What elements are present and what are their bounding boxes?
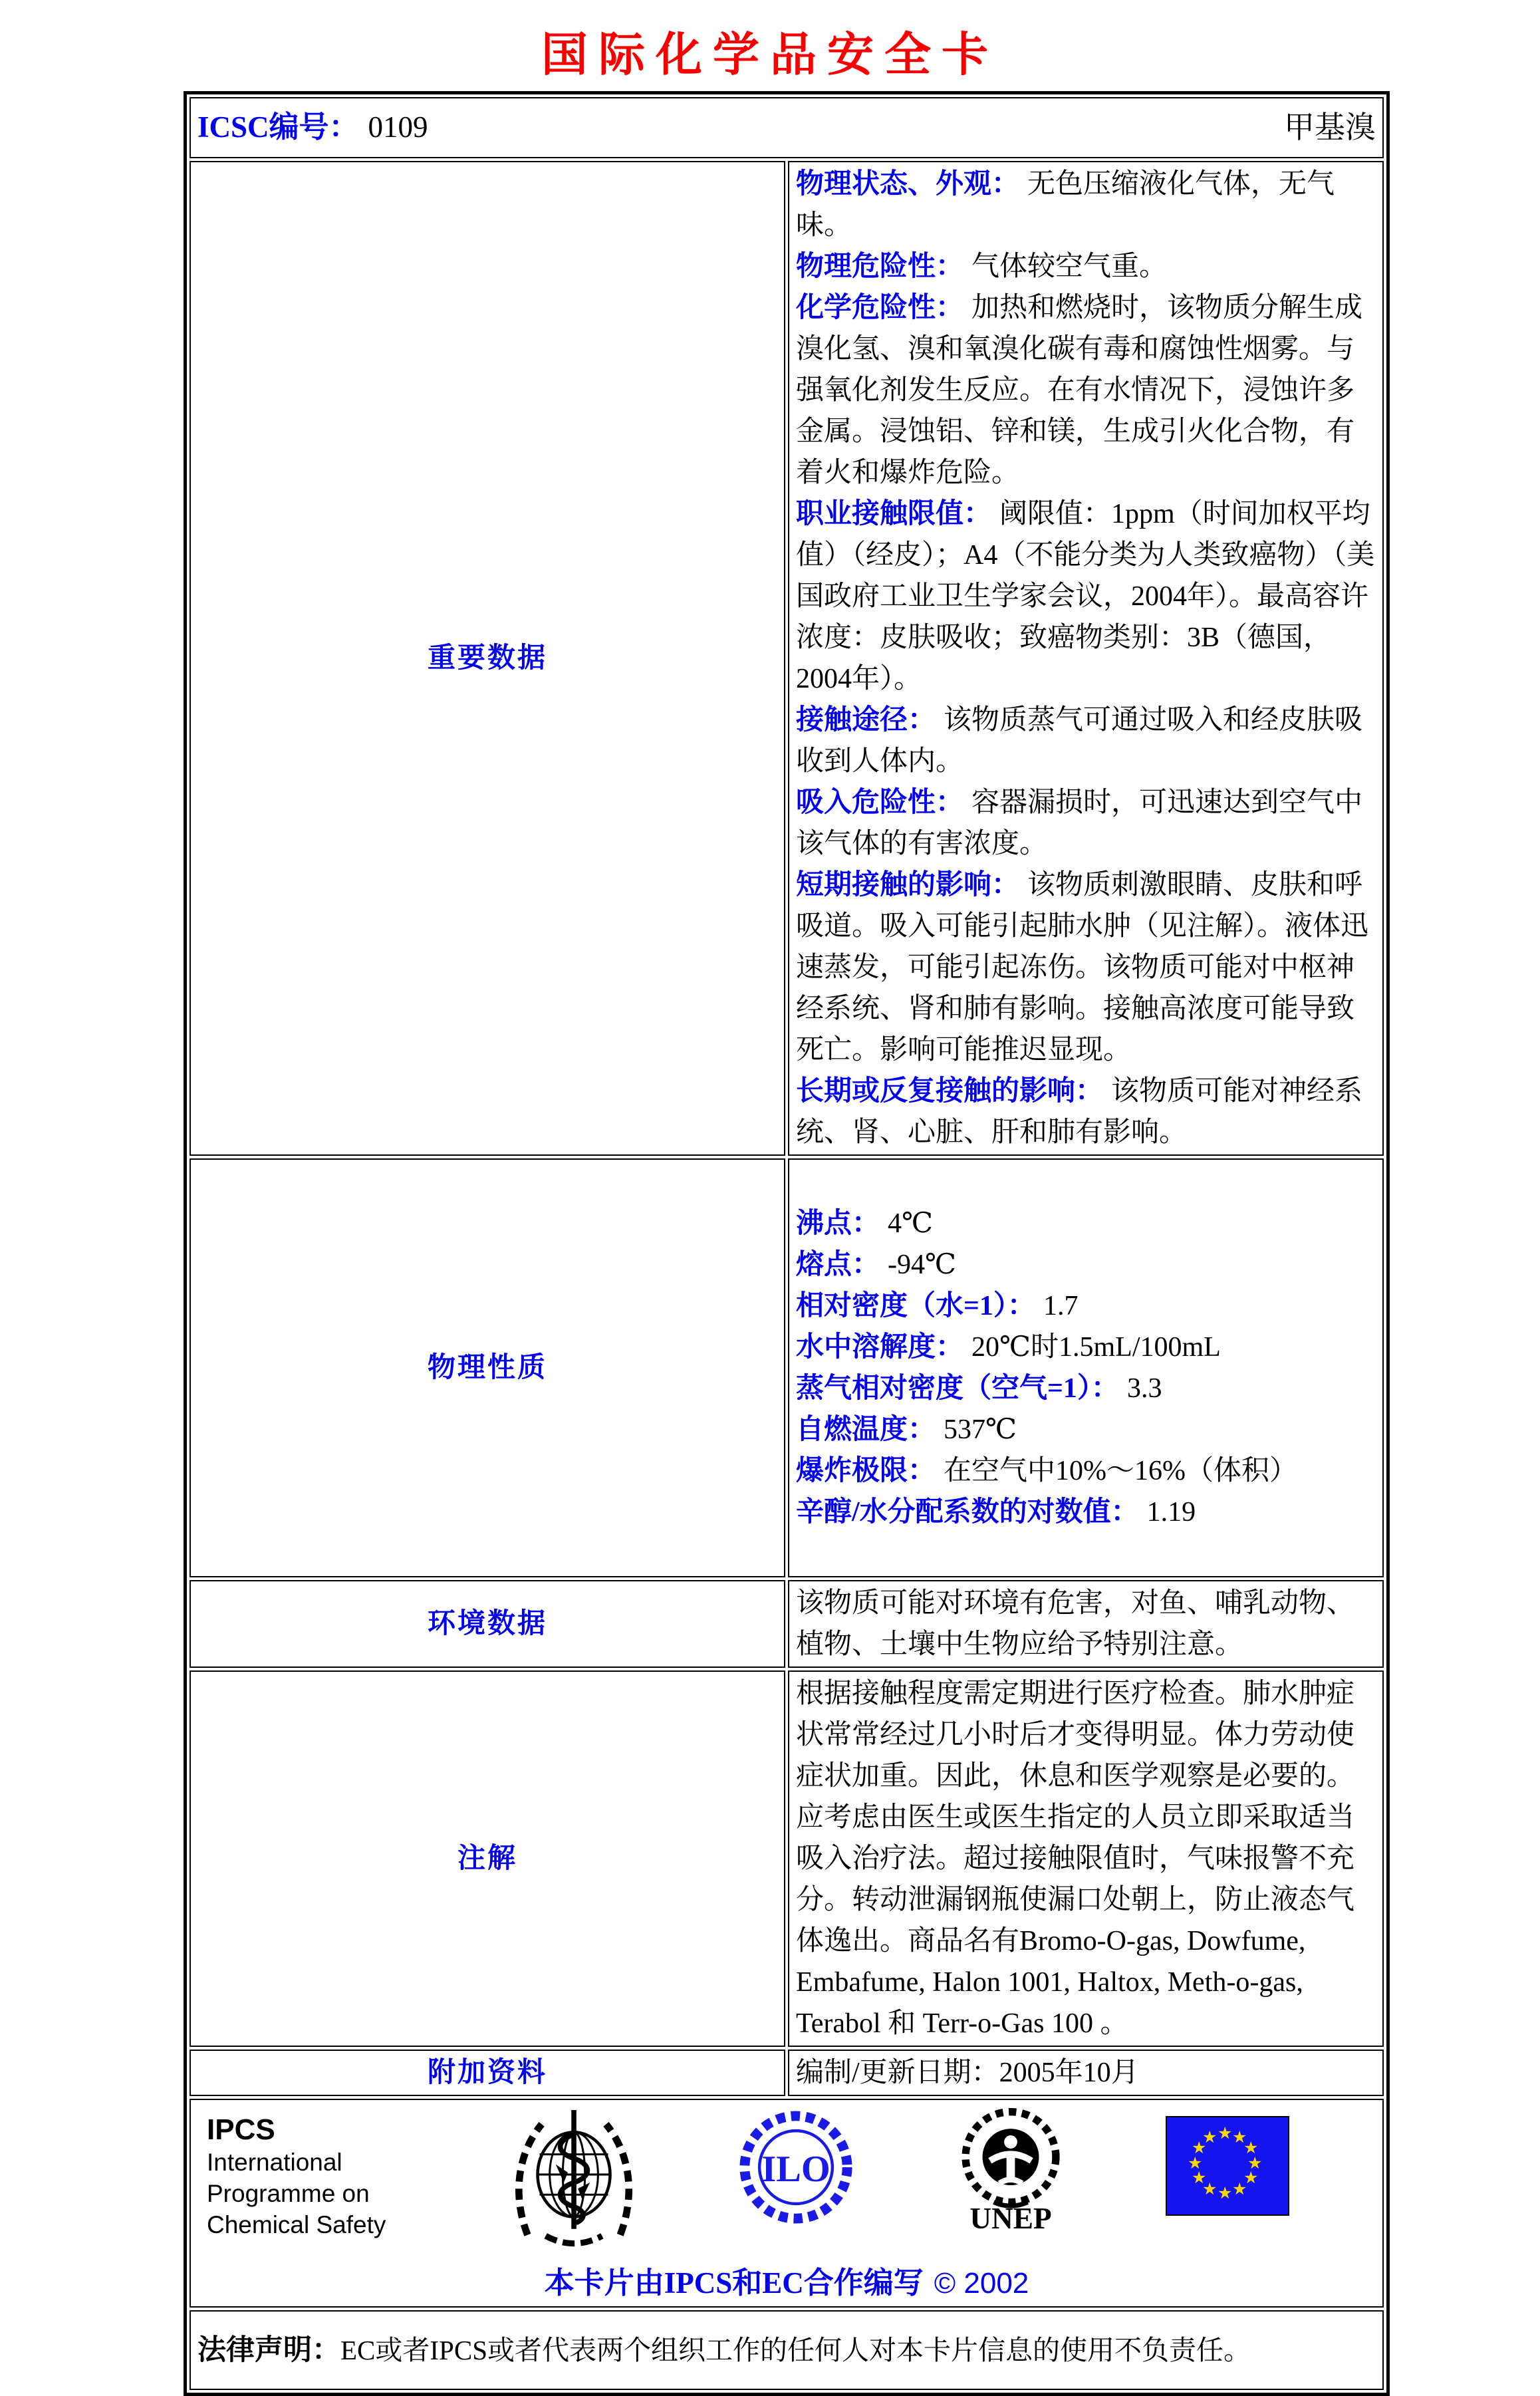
section-label-physical-properties: 物理性质 — [190, 1158, 785, 1577]
important-data-entry — [796, 1071, 1376, 1153]
important-data-entry — [796, 246, 1376, 287]
additional-info-content — [788, 2050, 1384, 2096]
notes-content — [788, 1670, 1384, 2047]
section-label-additional-info: 附加资料 — [190, 2050, 785, 2096]
important-data-entry — [796, 164, 1376, 246]
field-label: 职业接触限值： — [796, 499, 992, 529]
field-text: 无色压缩液化气体，无气味。 — [796, 169, 1335, 241]
eu-star-icon: ★ — [1192, 2168, 1207, 2187]
ipcs-line2: Programme on — [207, 2180, 370, 2207]
ilo-logo-icon — [737, 2108, 855, 2238]
property-value: 3.3 — [1126, 1373, 1162, 1404]
property-label: 蒸气相对密度（空气=1）： — [796, 1373, 1119, 1404]
credit-year: © 2002 — [934, 2267, 1029, 2300]
field-label: 化学危险性： — [796, 293, 964, 323]
eu-star-icon: ★ — [1218, 2123, 1233, 2143]
eu-star-icon: ★ — [1232, 2179, 1247, 2198]
ilo-logo-text: ILO — [761, 2148, 831, 2190]
property-label: 熔点： — [796, 1250, 880, 1280]
additional-info-text: 编制/更新日期：2005年10月 — [796, 2058, 1139, 2088]
legal-row — [190, 2310, 1384, 2390]
property-line — [796, 1244, 1376, 1285]
legal-cell — [190, 2310, 1384, 2390]
property-line — [796, 1203, 1376, 1244]
property-label: 相对密度（水=1）： — [796, 1291, 1035, 1321]
property-label: 爆炸极限： — [796, 1456, 936, 1486]
icsc-card-page — [0, 17, 1540, 2366]
eu-star-icon: ★ — [1247, 2153, 1263, 2173]
eu-star-icon: ★ — [1202, 2127, 1218, 2147]
property-value: 1.7 — [1043, 1291, 1079, 1321]
property-line — [796, 1409, 1376, 1450]
field-text: 加热和燃烧时，该物质分解生成溴化氢、溴和氧溴化碳有毒和腐蚀性烟雾。与强氧化剂发生反应。在有水情况下，浸蚀许多金属。浸蚀铝、锌和镁，生成引火化合物，有着火和爆炸危险。 — [796, 293, 1363, 488]
property-line — [796, 1327, 1376, 1368]
legal-label: 法律声明： — [197, 2334, 340, 2366]
important-data-entry — [796, 865, 1376, 1071]
additional-info-row — [190, 2050, 1384, 2096]
environmental-data-text: 该物质可能对环境有危害，对鱼、哺乳动物、植物、土壤中生物应给予特别注意。 — [796, 1588, 1355, 1660]
eu-star-icon: ★ — [1188, 2153, 1203, 2173]
property-label: 自燃温度： — [796, 1414, 936, 1445]
environmental-data-row — [190, 1580, 1384, 1668]
physical-properties-content — [788, 1158, 1384, 1577]
eu-star-icon: ★ — [1218, 2183, 1233, 2202]
physical-properties-row — [190, 1158, 1384, 1577]
header-row — [190, 97, 1384, 158]
property-label: 辛醇/水分配系数的对数值： — [796, 1497, 1139, 1528]
property-line — [796, 1285, 1376, 1327]
property-label: 水中溶解度： — [796, 1332, 964, 1363]
important-data-entry — [796, 287, 1376, 493]
credit-text: 本卡片由IPCS和EC合作编写 — [544, 2266, 924, 2300]
eu-star-icon: ★ — [1243, 2168, 1259, 2187]
eu-star-icon: ★ — [1202, 2179, 1218, 2198]
section-label-important-data: 重要数据 — [190, 161, 785, 1156]
notes-text: 根据接触程度需定期进行医疗检查。肺水肿症状常常经过几小时后才变得明显。体力劳动使症状加重。因此，休息和医学观察是必要的。应考虑由医生或医生指定的人员立即采取适当吸入治疗法。超过接触限值时，气味报警不充分。转动泄漏钢瓶使漏口处朝上，防止液态气体逸出。商品名有Bromo-O-gas, Dowfume, Embafume, Halon 1001, Haltox, Meth-o-gas, Terabol 和 Terr-o-Gas 100 。 — [796, 1678, 1355, 2039]
important-data-row — [190, 161, 1384, 1156]
substance-name: 甲基溴 — [1284, 110, 1376, 144]
unep-logo-text: UNEP — [969, 2202, 1052, 2236]
important-data-content — [788, 161, 1384, 1156]
field-label: 吸入危险性： — [796, 787, 964, 818]
field-label: 长期或反复接触的影响： — [796, 1076, 1104, 1107]
ipcs-line1: International — [207, 2149, 342, 2176]
eu-star-icon: ★ — [1232, 2127, 1247, 2147]
field-text: 阈限值：1ppm（时间加权平均值）（经皮）；A4（不能分类为人类致癌物）（美国政府工业卫生学家会议，2004年）。最高容许浓度：皮肤吸收；致癌物类别：3B（德国，2004年）。 — [796, 499, 1375, 694]
eu-flag-icon — [1166, 2116, 1289, 2216]
field-label: 接触途径： — [796, 705, 936, 735]
ipcs-line3: Chemical Safety — [207, 2211, 386, 2238]
legal-text: EC或者IPCS或者代表两个组织工作的任何人对本卡片信息的使用不负责任。 — [340, 2334, 1251, 2365]
field-text: 该物质可能对神经系统、肾、心脏、肝和肺有影响。 — [796, 1076, 1363, 1148]
header-cell — [190, 97, 1384, 158]
eu-star-icon: ★ — [1192, 2138, 1207, 2157]
field-text: 容器漏损时，可迅速达到空气中该气体的有害浓度。 — [796, 787, 1363, 859]
property-line — [796, 1492, 1376, 1533]
logos-row — [190, 2099, 1384, 2308]
field-label: 物理状态、外观： — [796, 169, 1020, 200]
section-label-environmental-data: 环境数据 — [190, 1580, 785, 1668]
property-value: -94℃ — [888, 1250, 956, 1280]
page-title: 国际化学品安全卡 — [541, 30, 999, 81]
property-line — [796, 1450, 1376, 1492]
field-label: 物理危险性： — [796, 251, 964, 282]
property-value: 20℃时1.5mL/100mL — [971, 1332, 1221, 1363]
important-data-entry — [796, 493, 1376, 700]
unep-logo-icon — [954, 2108, 1067, 2242]
logos-cell — [190, 2099, 1384, 2308]
notes-row — [190, 1670, 1384, 2047]
property-value: 4℃ — [888, 1208, 933, 1239]
ipcs-text-block — [207, 2108, 406, 2240]
icsc-number-label: ICSC编号： — [197, 110, 359, 144]
property-value: 在空气中10%～16%（体积） — [944, 1456, 1297, 1486]
field-text: 气体较空气重。 — [971, 251, 1168, 282]
field-text: 该物质蒸气可通过吸入和经皮肤吸收到人体内。 — [796, 705, 1363, 777]
field-text: 该物质刺激眼睛、皮肤和呼吸道。吸入可能引起肺水肿（见注解）。液体迅速蒸发，可能引起冻伤。该物质可能对中枢神经系统、肾和肺有影响。接触高浓度可能导致死亡。影响可能推迟显现。 — [796, 870, 1369, 1065]
icsc-number-group — [197, 106, 428, 149]
field-label: 短期接触的影响： — [796, 870, 1020, 900]
icsc-card-table — [184, 91, 1390, 2396]
property-line — [796, 1368, 1376, 1409]
eu-star-icon: ★ — [1243, 2138, 1259, 2157]
important-data-entry — [796, 700, 1376, 782]
credit-line — [197, 2262, 1376, 2305]
important-data-entry — [796, 782, 1376, 865]
ipcs-acronym: IPCS — [207, 2113, 275, 2146]
environmental-data-content — [788, 1580, 1384, 1668]
property-value: 537℃ — [944, 1414, 1017, 1445]
property-value: 1.19 — [1146, 1497, 1196, 1528]
section-label-notes: 注解 — [190, 1670, 785, 2047]
property-label: 沸点： — [796, 1208, 880, 1239]
who-logo-icon — [505, 2108, 638, 2261]
icsc-number-value: 0109 — [368, 110, 428, 144]
